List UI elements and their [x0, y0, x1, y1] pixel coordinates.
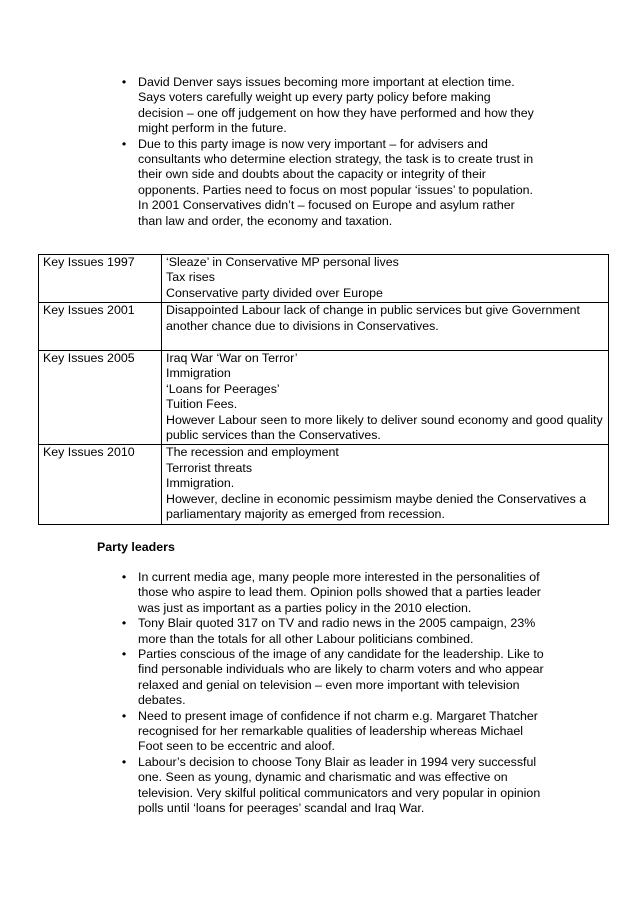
cell-line: Iraq War ‘War on Terror’ [166, 351, 298, 366]
bullet-icon: • [121, 616, 127, 631]
key-issues-table [38, 254, 609, 525]
bullet-text: Parties conscious of the image of any candidate for the leadership. Like to find personable individuals who are likely to charm voters and who appear relaxed and genial on television – even more important with television debates. [138, 647, 544, 708]
row-content [162, 255, 609, 303]
row-label: Key Issues 2001 [39, 303, 162, 351]
cell-line: However Labour seen to more likely to deliver sound economy and good quality public services than the Conservatives. [166, 412, 603, 443]
list-item [117, 75, 537, 137]
row-content [162, 445, 609, 524]
bullet-text: Tony Blair quoted 317 on TV and radio news in the 2005 campaign, 23% more than the totals for all other Labour politicians combined. [138, 616, 536, 646]
cell-line: Conservative party divided over Europe [166, 285, 383, 300]
party-leaders-bullet-list [117, 570, 547, 817]
list-item [117, 137, 537, 229]
list-item [117, 647, 547, 709]
bullet-text: In current media age, many people more interested in the personalities of those who aspire to lead them. Opinion polls showed that a parties leader was just as important as a parties policy in the 2010 election. [138, 570, 541, 615]
cell-line: ‘Loans for Peerages’ [166, 381, 280, 396]
table-row [39, 255, 609, 303]
cell-line: Immigration. [166, 476, 235, 491]
cell-line: However, decline in economic pessimism maybe denied the Conservatives a parliamentary majority as emerged from recession. [166, 491, 587, 522]
cell-line: Tax rises [166, 270, 215, 285]
bullet-text: David Denver says issues becoming more important at election time. Says voters carefully weight up every party policy before making decision – one off judgement on how they have performed and how they might perform in the future. [138, 75, 534, 136]
row-content [162, 303, 609, 351]
bullet-icon: • [121, 754, 127, 769]
row-label: Key Issues 1997 [39, 255, 162, 303]
list-item [117, 616, 547, 647]
row-label: Key Issues 2010 [39, 445, 162, 524]
table-row [39, 351, 609, 445]
cell-line: Tuition Fees. [166, 397, 238, 412]
section-heading: Party leaders [97, 540, 175, 554]
cell-line: The recession and employment [166, 445, 339, 460]
bullet-icon: • [121, 75, 127, 89]
cell-line: Immigration [166, 366, 231, 381]
list-item [117, 570, 547, 616]
bullet-icon: • [121, 647, 127, 662]
list-item [117, 755, 547, 817]
row-label: Key Issues 2005 [39, 351, 162, 445]
list-item [117, 709, 547, 755]
cell-line: Terrorist threats [166, 460, 253, 475]
cell-line: Disappointed Labour lack of change in public services but give Government another chance due to divisions in Conservatives. [166, 303, 580, 333]
table-row [39, 303, 609, 351]
bullet-text: Due to this party image is now very important – for advisers and consultants who determine election strategy, the task is to create trust in their own side and doubts about the capacity or integrity of their opponents. Parties need to focus on most popular ‘issues’ to population. In 2001 Conservatives didn’t – focused on Europe and asylum rather than law and order, the economy and taxation. [138, 136, 534, 228]
intro-bullet-list [117, 75, 537, 229]
row-content [162, 351, 609, 445]
bullet-icon: • [121, 136, 127, 151]
bullet-icon: • [121, 708, 127, 723]
table-row [39, 445, 609, 524]
bullet-text: Need to present image of confidence if not charm e.g. Margaret Thatcher recognised for her remarkable qualities of leadership whereas Michael Foot seen to be eccentric and aloof. [138, 708, 538, 754]
cell-line: ‘Sleaze’ in Conservative MP personal lives [166, 255, 399, 269]
bullet-text: Labour’s decision to choose Tony Blair as leader in 1994 very successful one. Seen as young, dynamic and charismatic and was effective on television. Very skilful political communicators and very popular in opinion polls until ‘loans for peerages’ scandal and Iraq War. [138, 754, 541, 816]
bullet-icon: • [121, 570, 127, 584]
